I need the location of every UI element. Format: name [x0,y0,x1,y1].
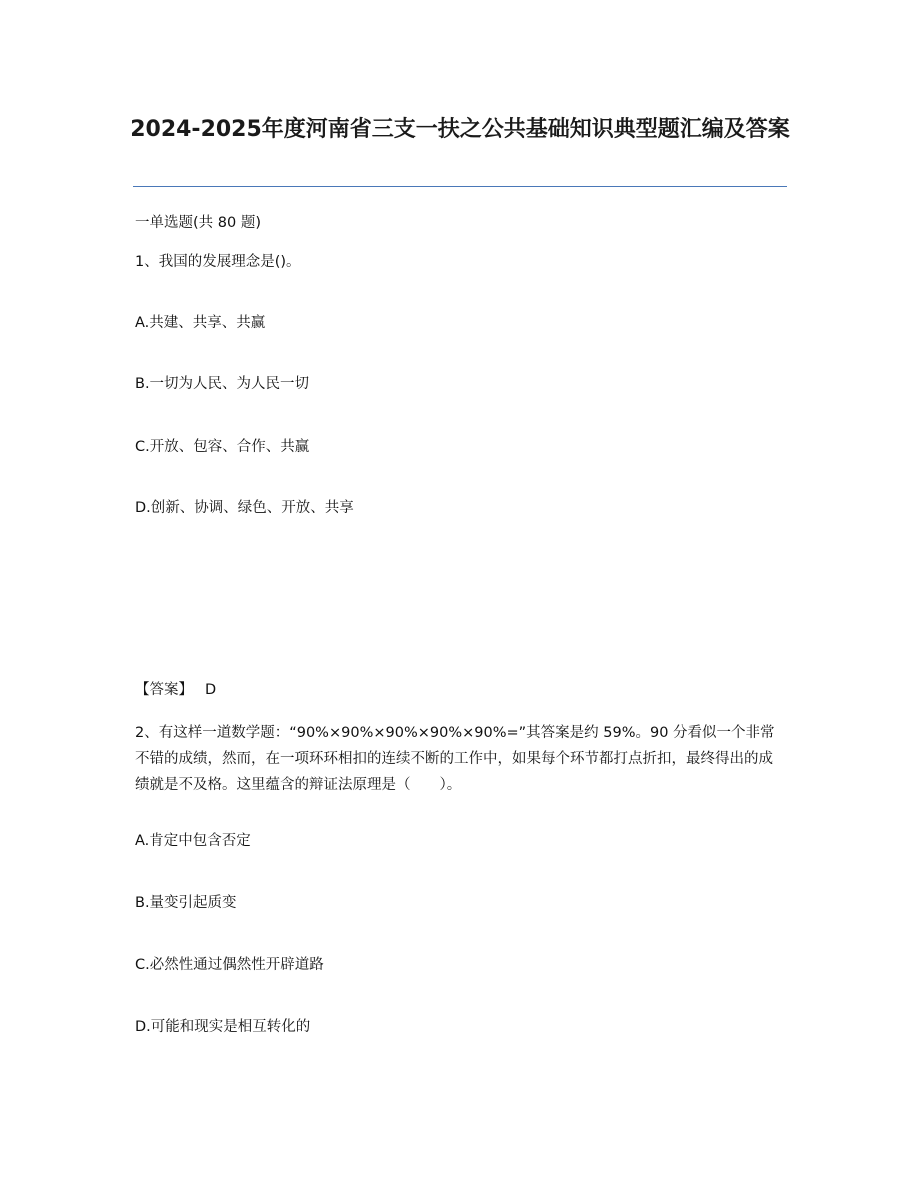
question-1-answer [135,680,216,700]
question-1-option-d: D.创新、协调、绿色、开放、共享 [135,500,354,516]
question-1-option-a: A.共建、共享、共赢 [135,315,266,331]
question-2-option-a: A.肯定中包含否定 [135,833,251,849]
document-title: 2024-2025年度河南省三支一扶之公共基础知识典型题汇编及答案 [130,117,790,142]
question-1-text: 1、我国的发展理念是()。 [135,254,301,270]
answer-value: D [205,682,217,698]
question-2-option-d: D.可能和现实是相互转化的 [135,1019,311,1035]
question-2-option-c: C.必然性通过偶然性开辟道路 [135,957,324,973]
question-1-option-c: C.开放、包容、合作、共赢 [135,439,310,455]
question-2-option-b: B.量变引起质变 [135,895,237,911]
question-2-text: 2、有这样一道数学题：“90%×90%×90%×90%×90%=”其答案是约 59%。90 分看似一个非常不错的成绩，然而，在一项环环相扣的连续不断的工作中，如果每个环节都打点折扣，最终得出的成绩就是不及格。这里蕴含的辩证法原理是（ ）。 [135,725,775,793]
question-1-option-b: B.一切为人民、为人民一切 [135,376,310,392]
title-divider [133,186,787,187]
section-label: 一单选题(共 80 题) [135,215,261,231]
answer-label: 【答案】 [135,682,193,698]
